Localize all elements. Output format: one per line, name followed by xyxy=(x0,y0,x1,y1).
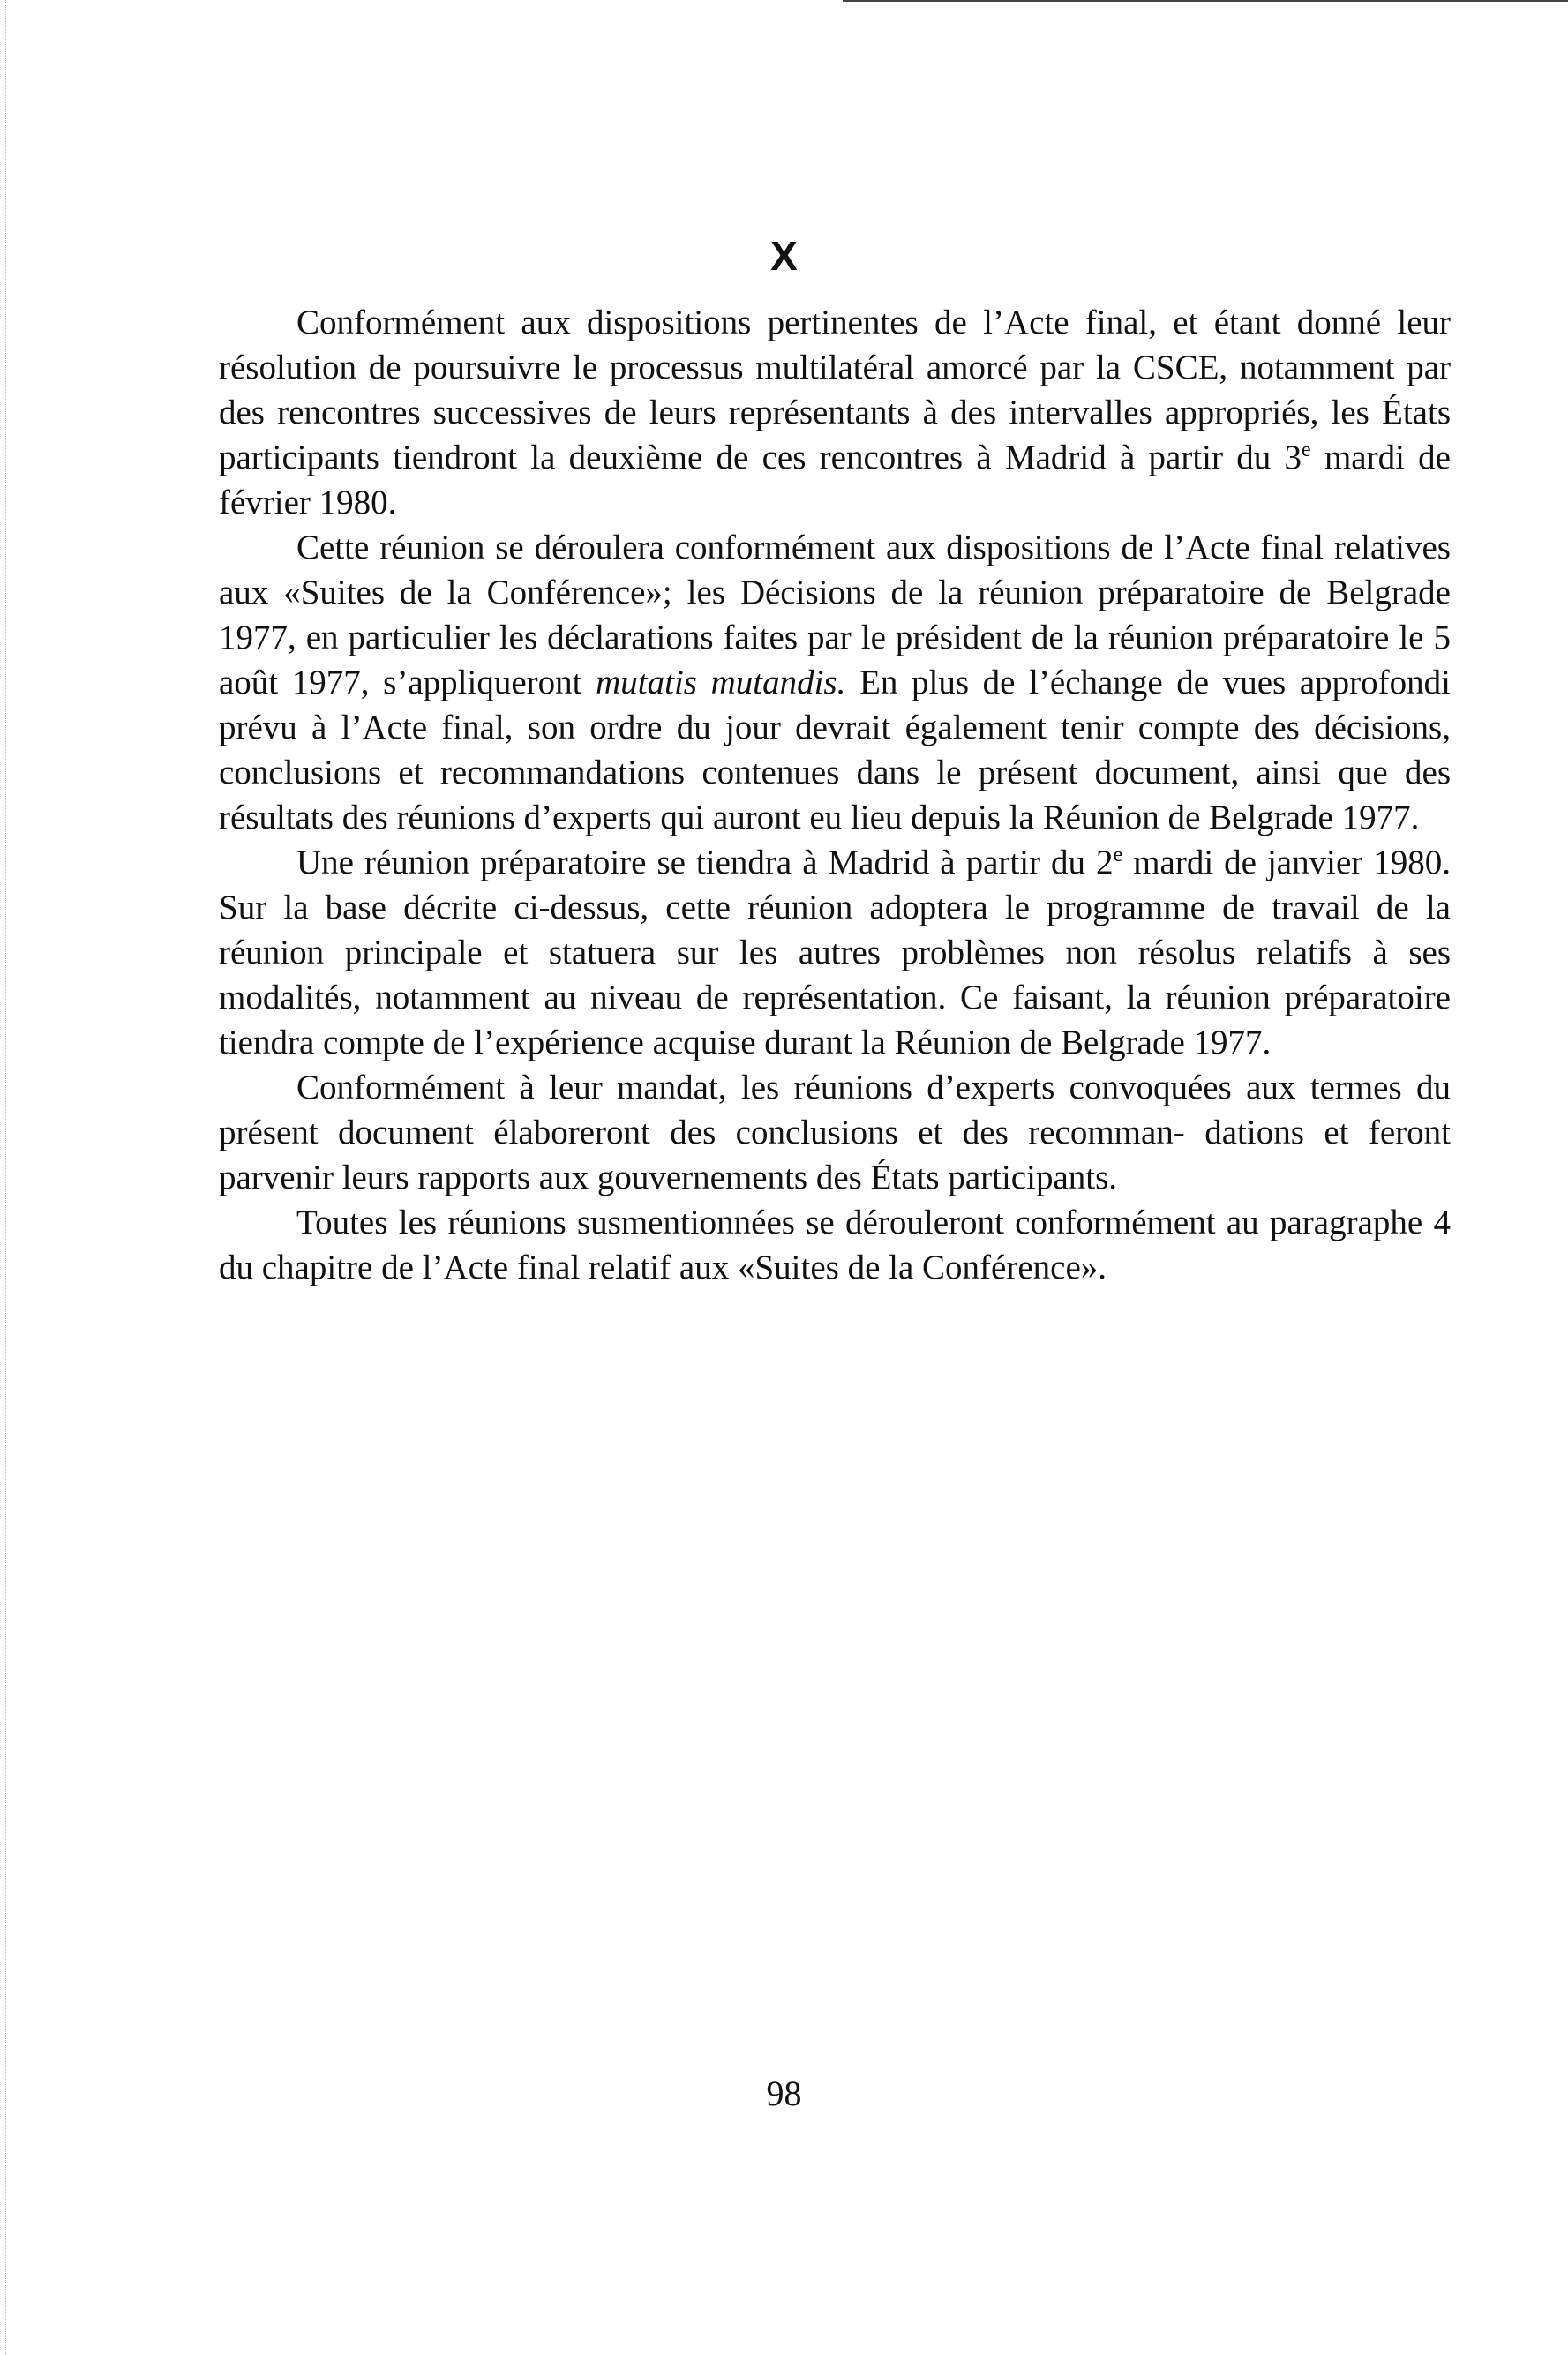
paragraph-1-text-end: mardi de février 1980. xyxy=(219,439,1451,521)
paragraph-4-text: Conformément à leur mandat, les réunions d’experts convoquées aux termes du présent document élaboreront des conclusions et des recomman- xyxy=(219,1069,1451,1151)
paragraph-3-text-end: mardi de janvier 1980. Sur la base décrite ci-dessus, cette réunion adoptera le programme de travail de la réunion principale et statuera sur les autres problèmes non résolus relatifs à ses modalités, notamment au niveau de représentation. Ce faisant, la réunion préparatoire tiendra compte de l’expérience acquise durant la Réunion de Belgrade 1977. xyxy=(219,844,1451,1061)
paragraph-3 xyxy=(219,840,1451,1065)
paragraph-2-italic: mutatis mutandis. xyxy=(596,664,846,701)
chapter-heading: X xyxy=(770,233,798,279)
scan-left-edge xyxy=(5,0,6,2355)
paragraph-5: Toutes les réunions susmentionnées se dérouleront conformément au paragraphe 4 du chapitre de l’Acte final relatif aux «Suites de la Conférence». xyxy=(219,1204,1451,1286)
paragraph-1-superscript: e xyxy=(1302,439,1311,461)
paragraph-2-text-end: En plus de l’échange de vues approfondi prévu à l’Acte final, son ordre du jour devrait également tenir compte des décisions, conclusions et recommandations contenues dans le présent document, ainsi que des résultats des réunions d’experts qui auront eu lieu depuis la Réunion de Belgrade 1977. xyxy=(219,664,1451,836)
paragraph-2-text: Cette réunion se déroulera conformément aux dispositions de l’Acte final relatives aux «Suites de la Conférence»; les Décisions de la réunion préparatoire de Belgrade 1977, en particulier les déclarations faites par le président de la réunion préparatoire le 5 août 1977, s’appliqueront xyxy=(219,529,1451,701)
paragraph-3-text: Une réunion préparatoire se tiendra à Madrid à partir du 2 xyxy=(296,844,1114,881)
paragraph-3-superscript: e xyxy=(1113,844,1123,866)
body-text xyxy=(219,300,1451,1290)
paragraph-4 xyxy=(219,1065,1451,1200)
paragraph-2 xyxy=(219,525,1451,840)
page-number: 98 xyxy=(766,2074,802,2113)
paragraph-4-text-end: dations et feront parvenir leurs rapports aux gouvernements des États participants. xyxy=(219,1114,1452,1196)
paragraph-1-text: Conformément aux dispositions pertinentes de l’Acte final, et étant donné leur résolution de poursuivre le processus multilatéral amorcé par la CSCE, notamment par des rencontres successives de leurs représentants à des intervalles appropriés, les États participants tiendront la deuxième de ces rencontres à Madrid à partir du 3 xyxy=(219,304,1451,476)
top-edge-rule xyxy=(843,0,1568,2)
paragraph-1 xyxy=(219,300,1451,525)
